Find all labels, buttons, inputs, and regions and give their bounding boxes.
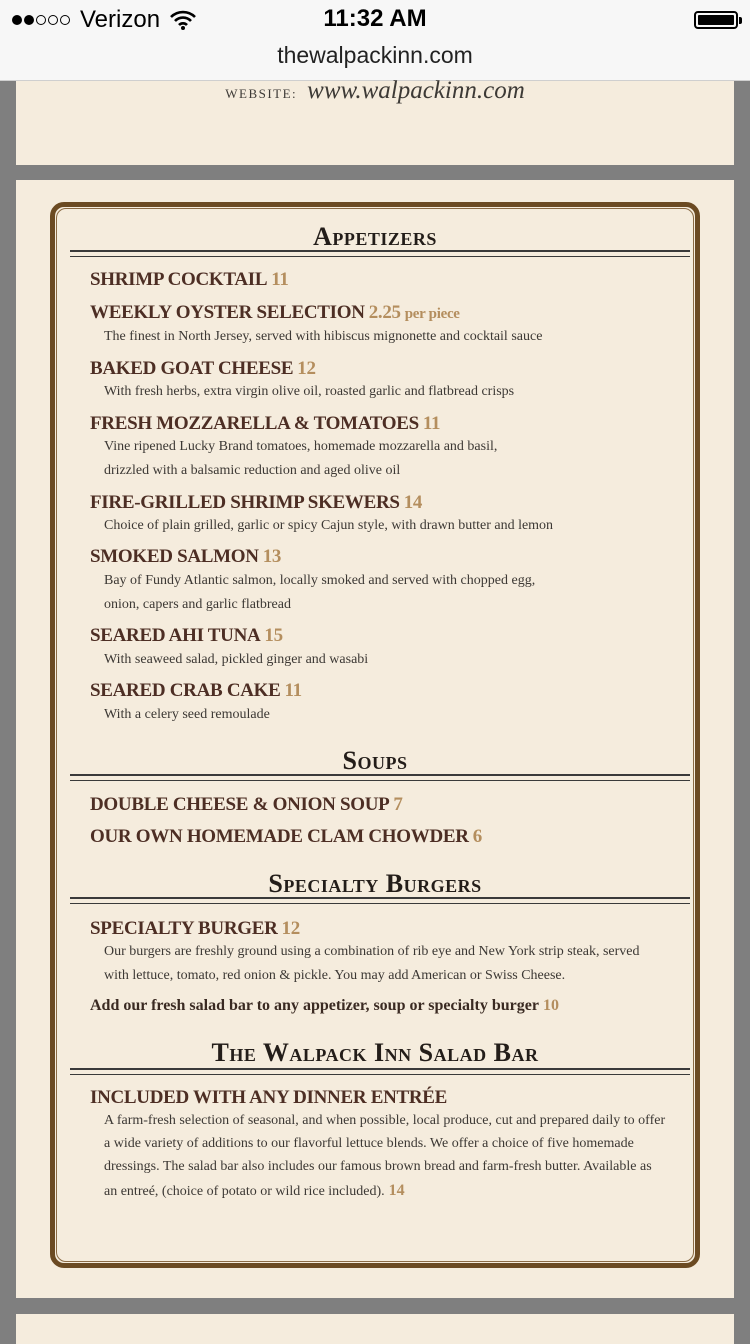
menu-item: SPECIALTY BURGER 12 [90,918,300,939]
item-description: With fresh herbs, extra virgin olive oil, roasted garlic and flatbread crisps [104,384,515,399]
address-bar[interactable] [0,40,750,81]
item-description: onion, capers and garlic flatbread [104,597,291,612]
burgers-heading: Specialty Burgers [268,869,482,898]
menu-item: WEEKLY OYSTER SELECTION 2.25 per piece [90,302,460,323]
heading-rule [70,1068,690,1075]
status-bar [0,0,750,40]
soups-heading: Soups [342,746,408,775]
menu-item: FIRE-GRILLED SHRIMP SKEWERS 14 [90,492,423,513]
battery-icon [694,11,738,29]
menu-page-next [16,1314,734,1344]
item-description: A farm-fresh selection of seasonal, and when possible, local produce, cut and prepared daily to offer [104,1113,666,1128]
heading-rule [70,250,690,257]
menu-page [16,180,734,1298]
menu-item: SEARED CRAB CAKE 11 [90,680,302,701]
menu-item: SHRIMP COCKTAIL 11 [90,269,289,290]
menu-item: INCLUDED WITH ANY DINNER ENTRÉE [90,1087,448,1108]
item-description: Our burgers are freshly ground using a combination of rib eye and New York strip steak, served [104,944,640,959]
url-text[interactable]: thewalpackinn.com [277,42,473,68]
salad-bar-addon-note: Add our fresh salad bar to any appetizer, soup or specialty burger 10 [90,997,559,1014]
menu-page-top [16,77,734,165]
salad-bar-heading: The Walpack Inn Salad Bar [211,1038,539,1067]
carrier-name: Verizon [80,6,161,33]
clock: 11:32 AM [323,5,427,32]
item-description: dressings. The salad bar also includes our famous brown bread and farm-fresh butter. Available as [104,1159,652,1174]
website-label: WEBSITE: [225,86,298,101]
menu-item: DOUBLE CHEESE & ONION SOUP 7 [90,794,403,815]
menu-item: SEARED AHI TUNA 15 [90,625,283,646]
menu-item: BAKED GOAT CHEESE 12 [90,358,316,379]
menu-item: FRESH MOZZARELLA & TOMATOES 11 [90,413,441,434]
item-description: a wide variety of additions to our flavorful lettuce blends. We offer a choice of five homemade [104,1136,634,1151]
website-url[interactable]: www.walpackinn.com [307,77,525,104]
appetizers-heading: Appetizers [313,222,437,251]
heading-rule [70,774,690,781]
item-description: an entreé, (choice of potato or wild rice included). 14 [104,1182,405,1199]
item-description: The finest in North Jersey, served with hibiscus mignonette and cocktail sauce [104,329,543,344]
menu-item: SMOKED SALMON 13 [90,546,282,567]
heading-rule [70,897,690,904]
item-description: Choice of plain grilled, garlic or spicy Cajun style, with drawn butter and lemon [104,518,554,533]
website-line [16,77,734,105]
item-description: Bay of Fundy Atlantic salmon, locally smoked and served with chopped egg, [104,573,536,588]
menu-item: OUR OWN HOMEMADE CLAM CHOWDER 6 [90,826,482,847]
item-description: drizzled with a balsamic reduction and aged olive oil [104,463,401,478]
item-description: Vine ripened Lucky Brand tomatoes, homemade mozzarella and basil, [104,439,498,454]
item-description: With seaweed salad, pickled ginger and wasabi [104,652,369,667]
item-description: with lettuce, tomato, red onion & pickle. You may add American or Swiss Cheese. [104,968,566,983]
item-description: With a celery seed remoulade [104,707,270,722]
